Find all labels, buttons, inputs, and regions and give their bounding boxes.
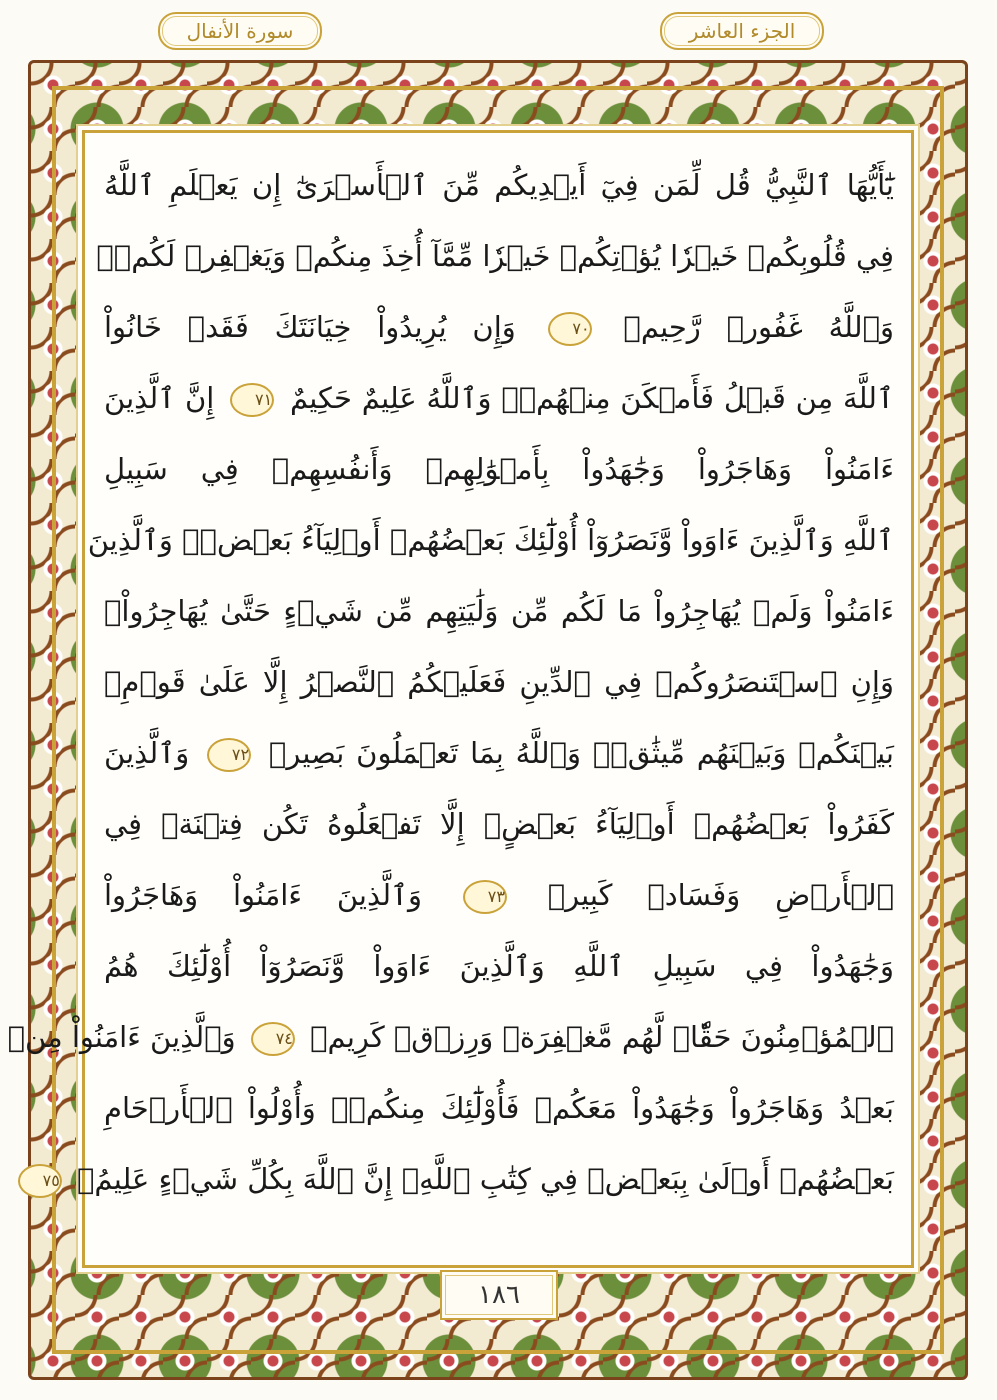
text-line-8 — [104, 647, 894, 718]
text-line-6-content: ٱللَّهِ وَٱلَّذِينَ ءَاوَواْ وَّنَصَرُوٓاْ أُوْلَٰٓئِكَ بَعۡضُهُمۡ أَوۡلِيَآءُ بَعۡضٖۚ وَٱلَّذِينَ — [87, 523, 894, 557]
text-line-14-content: بَعۡدُ وَهَاجَرُواْ وَجَٰهَدُواْ مَعَكُمۡ فَأُوْلَٰٓئِكَ مِنكُمۡۚ وَأُوْلُواْ ٱلۡأَرۡحَامِ — [104, 1091, 894, 1125]
ayah-marker-71: ٧١ — [230, 383, 274, 417]
ayah-marker-70: ٧٠ — [548, 312, 592, 346]
ayah-marker-72: ٧٢ — [207, 738, 251, 772]
juz-name-text: الجزء العاشر — [688, 19, 796, 43]
text-line-13-continuation: وَٱلَّذِينَ ءَامَنُواْ مِنۢ — [7, 1020, 236, 1054]
text-line-11 — [104, 860, 894, 931]
text-line-9-continuation: وَٱلَّذِينَ — [104, 736, 190, 770]
text-line-3-continuation: وَإِن يُرِيدُواْ خِيَانَتَكَ فَقَدۡ خَانُواْ — [104, 310, 516, 344]
text-line-12-content: وَجَٰهَدُواْ فِي سَبِيلِ ٱللَّهِ وَٱلَّذِينَ ءَاوَواْ وَّنَصَرُوٓاْ أُوْلَٰٓئِكَ هُمُ — [104, 949, 894, 983]
text-line-12 — [104, 931, 894, 1002]
text-line-7 — [104, 576, 894, 647]
page-number: ١٨٦ — [478, 1280, 520, 1310]
ayah-marker-73: ٧٣ — [463, 880, 507, 914]
text-line-3 — [104, 292, 894, 363]
page-number-box — [440, 1270, 558, 1320]
text-line-13-content: ٱلۡمُؤۡمِنُونَ حَقّٗاۚ لَّهُم مَّغۡفِرَةٞ وَرِزۡقٞ كَرِيمٞ — [310, 1020, 894, 1054]
text-line-2-content: فِي قُلُوبِكُمۡ خَيۡرٗا يُؤۡتِكُمۡ خَيۡرٗا مِّمَّآ أُخِذَ مِنكُمۡ وَيَغۡفِرۡ لَكُمۡۚ — [96, 239, 894, 273]
text-line-1-content: يَٰٓأَيُّهَا ٱلنَّبِيُّ قُل لِّمَن فِيٓ أَيۡدِيكُم مِّنَ ٱلۡأَسۡرَىٰٓ إِن يَعۡلَمِ ٱللَّهُ — [104, 168, 894, 202]
text-line-4-continuation: إِنَّ ٱلَّذِينَ — [104, 381, 215, 415]
text-line-11-continuation: وَٱلَّذِينَ ءَامَنُواْ وَهَاجَرُواْ — [104, 878, 423, 912]
ayah-marker-74: ٧٤ — [251, 1022, 295, 1056]
text-line-1 — [104, 150, 894, 221]
text-line-4 — [104, 363, 894, 434]
text-line-11-content: ٱلۡأَرۡضِ وَفَسَادٞ كَبِيرٞ — [547, 878, 895, 912]
text-line-5 — [104, 434, 894, 505]
juz-name-label — [660, 12, 824, 50]
text-line-6 — [87, 505, 894, 576]
text-line-15 — [42, 1144, 894, 1215]
text-line-10 — [104, 789, 894, 860]
text-line-14 — [104, 1073, 894, 1144]
surah-name-text: سورة الأنفال — [186, 19, 294, 43]
text-line-3-content: وَٱللَّهُ غَفُورٞ رَّحِيمٞ — [623, 310, 895, 344]
text-line-7-content: ءَامَنُواْ وَلَمۡ يُهَاجِرُواْ مَا لَكُم مِّن وَلَٰيَتِهِم مِّن شَيۡءٍ حَتَّىٰ يُهَاجِرُواْۚ — [104, 594, 894, 628]
text-line-13 — [7, 1002, 894, 1073]
ayah-marker-75: ٧٥ — [18, 1164, 62, 1198]
text-line-5-content: ءَامَنُواْ وَهَاجَرُواْ وَجَٰهَدُواْ بِأَمۡوَٰلِهِمۡ وَأَنفُسِهِمۡ فِي سَبِيلِ — [104, 452, 894, 486]
text-line-15-content: بَعۡضُهُمۡ أَوۡلَىٰ بِبَعۡضٖ فِي كِتَٰبِ ٱللَّهِۚ إِنَّ ٱللَّهَ بِكُلِّ شَيۡءٍ عَلِيمُۢ — [77, 1162, 894, 1196]
surah-name-label — [158, 12, 322, 50]
quran-text-block — [7, 150, 895, 1260]
text-line-9-content: بَيۡنَكُمۡ وَبَيۡنَهُم مِّيثَٰقٞۗ وَٱللَّهُ بِمَا تَعۡمَلُونَ بَصِيرٞ — [268, 736, 894, 770]
text-line-4-content: ٱللَّهَ مِن قَبۡلُ فَأَمۡكَنَ مِنۡهُمۡۗ وَٱللَّهُ عَلِيمٌ حَكِيمٌ — [289, 381, 894, 415]
text-line-8-content: وَإِنِ ٱسۡتَنصَرُوكُمۡ فِي ٱلدِّينِ فَعَلَيۡكُمُ ٱلنَّصۡرُ إِلَّا عَلَىٰ قَوۡمِۭ — [104, 665, 894, 699]
text-line-2 — [96, 221, 894, 292]
text-line-9 — [104, 718, 894, 789]
text-line-10-content: كَفَرُواْ بَعۡضُهُمۡ أَوۡلِيَآءُ بَعۡضٍۚ إِلَّا تَفۡعَلُوهُ تَكُن فِتۡنَةٞ فِي — [104, 807, 894, 841]
